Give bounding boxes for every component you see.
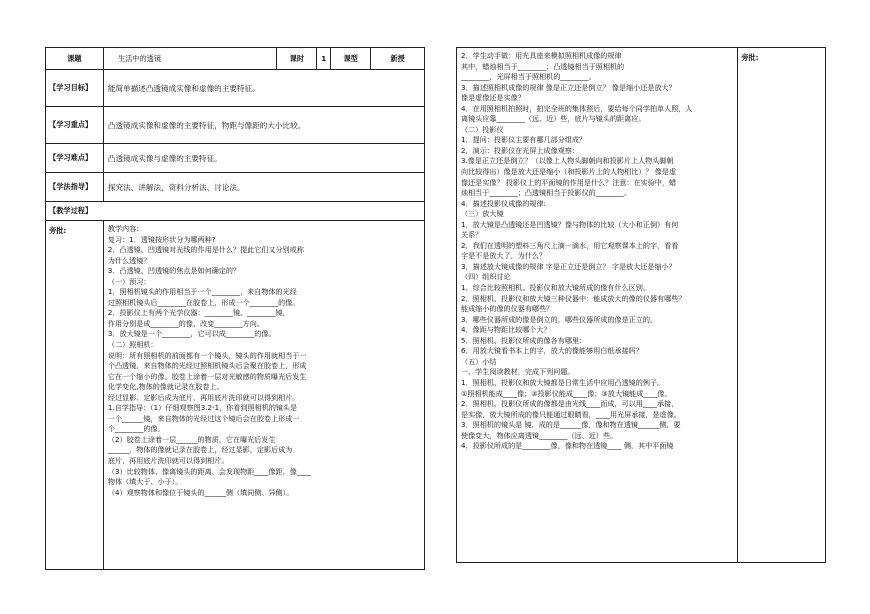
label-subject: 课题 <box>46 48 104 70</box>
left-page <box>45 47 425 542</box>
method-value: 探究法、讲解法、资料分析法、讨论法。 <box>103 173 424 202</box>
body-row <box>46 221 425 570</box>
content-line: 3．放大镜是一个________，它可以成________的像。 <box>107 329 276 339</box>
content-line: 5．照相机、投影仪所成的像各有哪里： <box>461 335 587 345</box>
content-line: （二）照相机： <box>107 340 158 350</box>
label-hours: 课时 <box>277 48 317 70</box>
content-line: （3）比较物体、像离镜头的距离，会发现物距____像距，像____ <box>107 466 312 476</box>
difficulty-row <box>46 144 425 173</box>
content-line: ______，物体的像就记录在胶卷上，经过显影，定影后成为 <box>107 445 293 455</box>
content-line: （一）预习： <box>107 276 151 286</box>
right-side-note-label: 旁批: <box>738 48 826 563</box>
content-line: 2．我们在透明的塑料三角尺上滴一滴水，用它观察课本上的字，看看 <box>461 240 679 250</box>
content-line: 化学变化,物体的像就记录在胶卷上。 <box>107 382 224 392</box>
content-line: 是实像，放大镜所成的像只能通过眼睛看，____用光屏承接，是虚像。 <box>461 409 681 419</box>
content-line: 它在一个缩小的像。胶卷上涂着一层对光敏感的物质曝光后发生 <box>107 371 307 381</box>
focus-row <box>46 107 425 144</box>
content-line: 字是不是放大了，为什么？ <box>461 251 547 261</box>
right-body-row <box>457 48 826 563</box>
right-page <box>456 47 826 563</box>
content-line: 2．演示：投影仪在光屏上成像观察： <box>461 145 580 155</box>
label-type: 课型 <box>331 48 371 70</box>
difficulty-value: 凸透镜成实像与虚像的主要特征。 <box>103 144 424 173</box>
content-line: 2．学生动手做：用光具座来模拟照相机成像的规律 <box>461 51 622 60</box>
content-line: 2．凸透镜、凹透镜对光线的作用是什么？提此它们又分别或称 <box>107 245 304 255</box>
content-line: 作用分别是成________的像、改变________方向。 <box>107 318 264 328</box>
difficulty-label: 【学习难点】 <box>46 144 104 173</box>
content-line: 关系？ <box>461 230 483 240</box>
content-line: 个________的像。 <box>107 424 165 434</box>
content-line: 像是虚像还是实像？ <box>461 93 525 103</box>
content-line: ①照相机能成____像；②投影仪能成____像；③放大镜能成____像。 <box>461 388 672 398</box>
content-line: 说明：所有照相机的前面都有一个镜头，镜头的作用就相当于一 <box>107 350 307 360</box>
content-line: 底片，再用底片洗印就可以得到相片。 <box>107 456 229 466</box>
content-line: （四）组织讨论 <box>461 272 511 282</box>
content-line: （二）投影仪 <box>461 124 504 134</box>
content-line: （三）放大镜 <box>461 209 504 219</box>
content-line: 能成缩小的像的仪器有哪些？ <box>461 304 554 314</box>
lesson-plan-table-right <box>456 47 826 563</box>
method-row <box>46 173 425 202</box>
content-line: 复习：1．透镜按形状分为哪两种? <box>107 234 216 244</box>
content-line: 3．描述放大镜成像的规律 字是正立还是倒立？ 字是放大还是缩小？ <box>461 261 676 271</box>
content-line: （2）胶卷上涂着一层______的物质，它在曝光后发生 <box>107 434 276 444</box>
content-line: 1．照相机镜头的作用相当于一个________，来自物体的光经 <box>107 287 297 297</box>
subject-title: 生活中的透镜 <box>103 48 277 70</box>
content-line: 3．照相机的镜头是 镜，成的是______像，像和物在透镜______侧，要 <box>461 420 681 430</box>
lesson-plan-table-left <box>45 47 425 570</box>
content-line: 物体（填大于、小于）。 <box>107 477 183 487</box>
content-line: 教学内容: <box>107 224 139 233</box>
process-label: 【教学过程】 <box>46 202 425 221</box>
side-note-label: 旁批: <box>46 221 104 570</box>
content-line: 个凸透镜，来自物体的光经过照相机镜头后会聚在胶卷上，形成 <box>107 361 307 371</box>
content-line: 离镜头应靠________（远、近）些，底片与镜头的距离应。 <box>461 114 646 124</box>
hours-value: 1 <box>317 48 331 70</box>
content-line: （4）观察物体和像位于镜头的______侧（填同侧、异侧）。 <box>107 487 294 497</box>
content-line: ________，光屏相当于照相机的________。 <box>461 72 596 82</box>
goal-label: 【学习目标】 <box>46 70 104 107</box>
content-line: 4．描述投影仪成像的规律: <box>461 198 546 208</box>
content-line: 其中，蜡烛相当于________；凸透镜相当于照相机的 <box>461 61 625 71</box>
content-line: 过照相机镜头后________在胶卷上，形成一个________的像。 <box>107 297 300 307</box>
focus-value: 凸透镜成实像和虚像的主要特征，物距与像距的大小比较。 <box>103 107 424 144</box>
content-line: 1．照相机、投影仪和放大镜都是日常生活中应用凸透镜的例子。 <box>461 377 665 387</box>
header-row <box>46 48 425 70</box>
focus-label: 【学习重点】 <box>46 107 104 144</box>
process-row <box>46 202 425 221</box>
content-line: 4．在用照相机拍照时，拍完全班的集体照后，要给每个同学拍单人照，人 <box>461 103 693 113</box>
goal-value: 能简单描述凸透镜成实像和虚像的主要特征。 <box>103 70 424 107</box>
content-line: 一、学生阅读教材，完成下列问题。 <box>461 367 575 377</box>
content-line: 3．哪些仪器所成的像是倒立的，哪些仪器所成的像是正立的。 <box>461 314 658 324</box>
content-line: 像还是实像？ 投影仪上的平面镜的作用是什么？注意：在实验中，蜡 <box>461 177 677 187</box>
content-line: 烛相当于________；凸透镜相当于投影仪的________。 <box>461 188 632 198</box>
content-line: 为什么透镜？ <box>107 255 151 265</box>
content-line: 2．照相机、投影仪和放大镜三种仪器中：能成放大的像的仪器有哪些？ <box>461 293 686 303</box>
goal-row <box>46 70 425 107</box>
content-line: 使像变大，物体应离透镜________（远、近）些。 <box>461 430 618 440</box>
content-line: 2．照相机、投影仪所成的像都是由光线____而成，可以用____承接， <box>461 399 679 409</box>
type-value: 新授 <box>371 48 425 70</box>
content-line: 经过显影、定影后成为底片，再用底片洗印就可以得到相片。 <box>107 392 300 402</box>
content-line: 一个______镜，来自物体的光经过这个镜后会在胶卷上形成一 <box>107 413 300 423</box>
content-line: 4．像距与物距比较哪个大？ <box>461 325 551 335</box>
content-line: 4．投影仪所成的是________像，像和物在透镜____ 侧，其中平面镜 <box>461 441 674 451</box>
content-line: 3．描述照相机成像的规律 像是正立还是倒立？ 像是缩小还是放大？ <box>461 82 676 92</box>
teaching-content <box>103 221 424 570</box>
content-line: 3.像是正立还是倒立？（以像上人物头脚朝向和投影片上人物头脚朝 <box>461 156 674 166</box>
content-line: （五）小结 <box>461 356 497 366</box>
content-line: 1．综合比较照相机、投影仪和放大镜所成的像有什么区别。 <box>461 283 650 293</box>
content-line: 1．提问：投影仪主要有哪几部分组成？ <box>461 135 587 145</box>
content-line: 向比较得出）像是放大还是缩小（和投影片上的人物相比）？ 像是虚 <box>461 167 677 177</box>
content-line: 1．放大镜是凸透镜还是凹透镜？像与物体的比较（大小和正倒）有何 <box>461 219 679 229</box>
method-label: 【学法指导】 <box>46 173 104 202</box>
content-line: 6．用放大镜看书本上的字，放大的像能够用白纸承接吗？ <box>461 346 643 356</box>
content-line: 3．凸透镜、凹透镜的焦点是如何确定的？ <box>107 266 241 276</box>
teaching-content-continued <box>457 48 738 563</box>
content-line: 1.自学指导：（1）仔细观察图3.2-1，你看到照相机的镜头是 <box>107 403 298 413</box>
content-line: 2．投影仪上有两个光学仪器：________镜、________镜， <box>107 308 290 318</box>
